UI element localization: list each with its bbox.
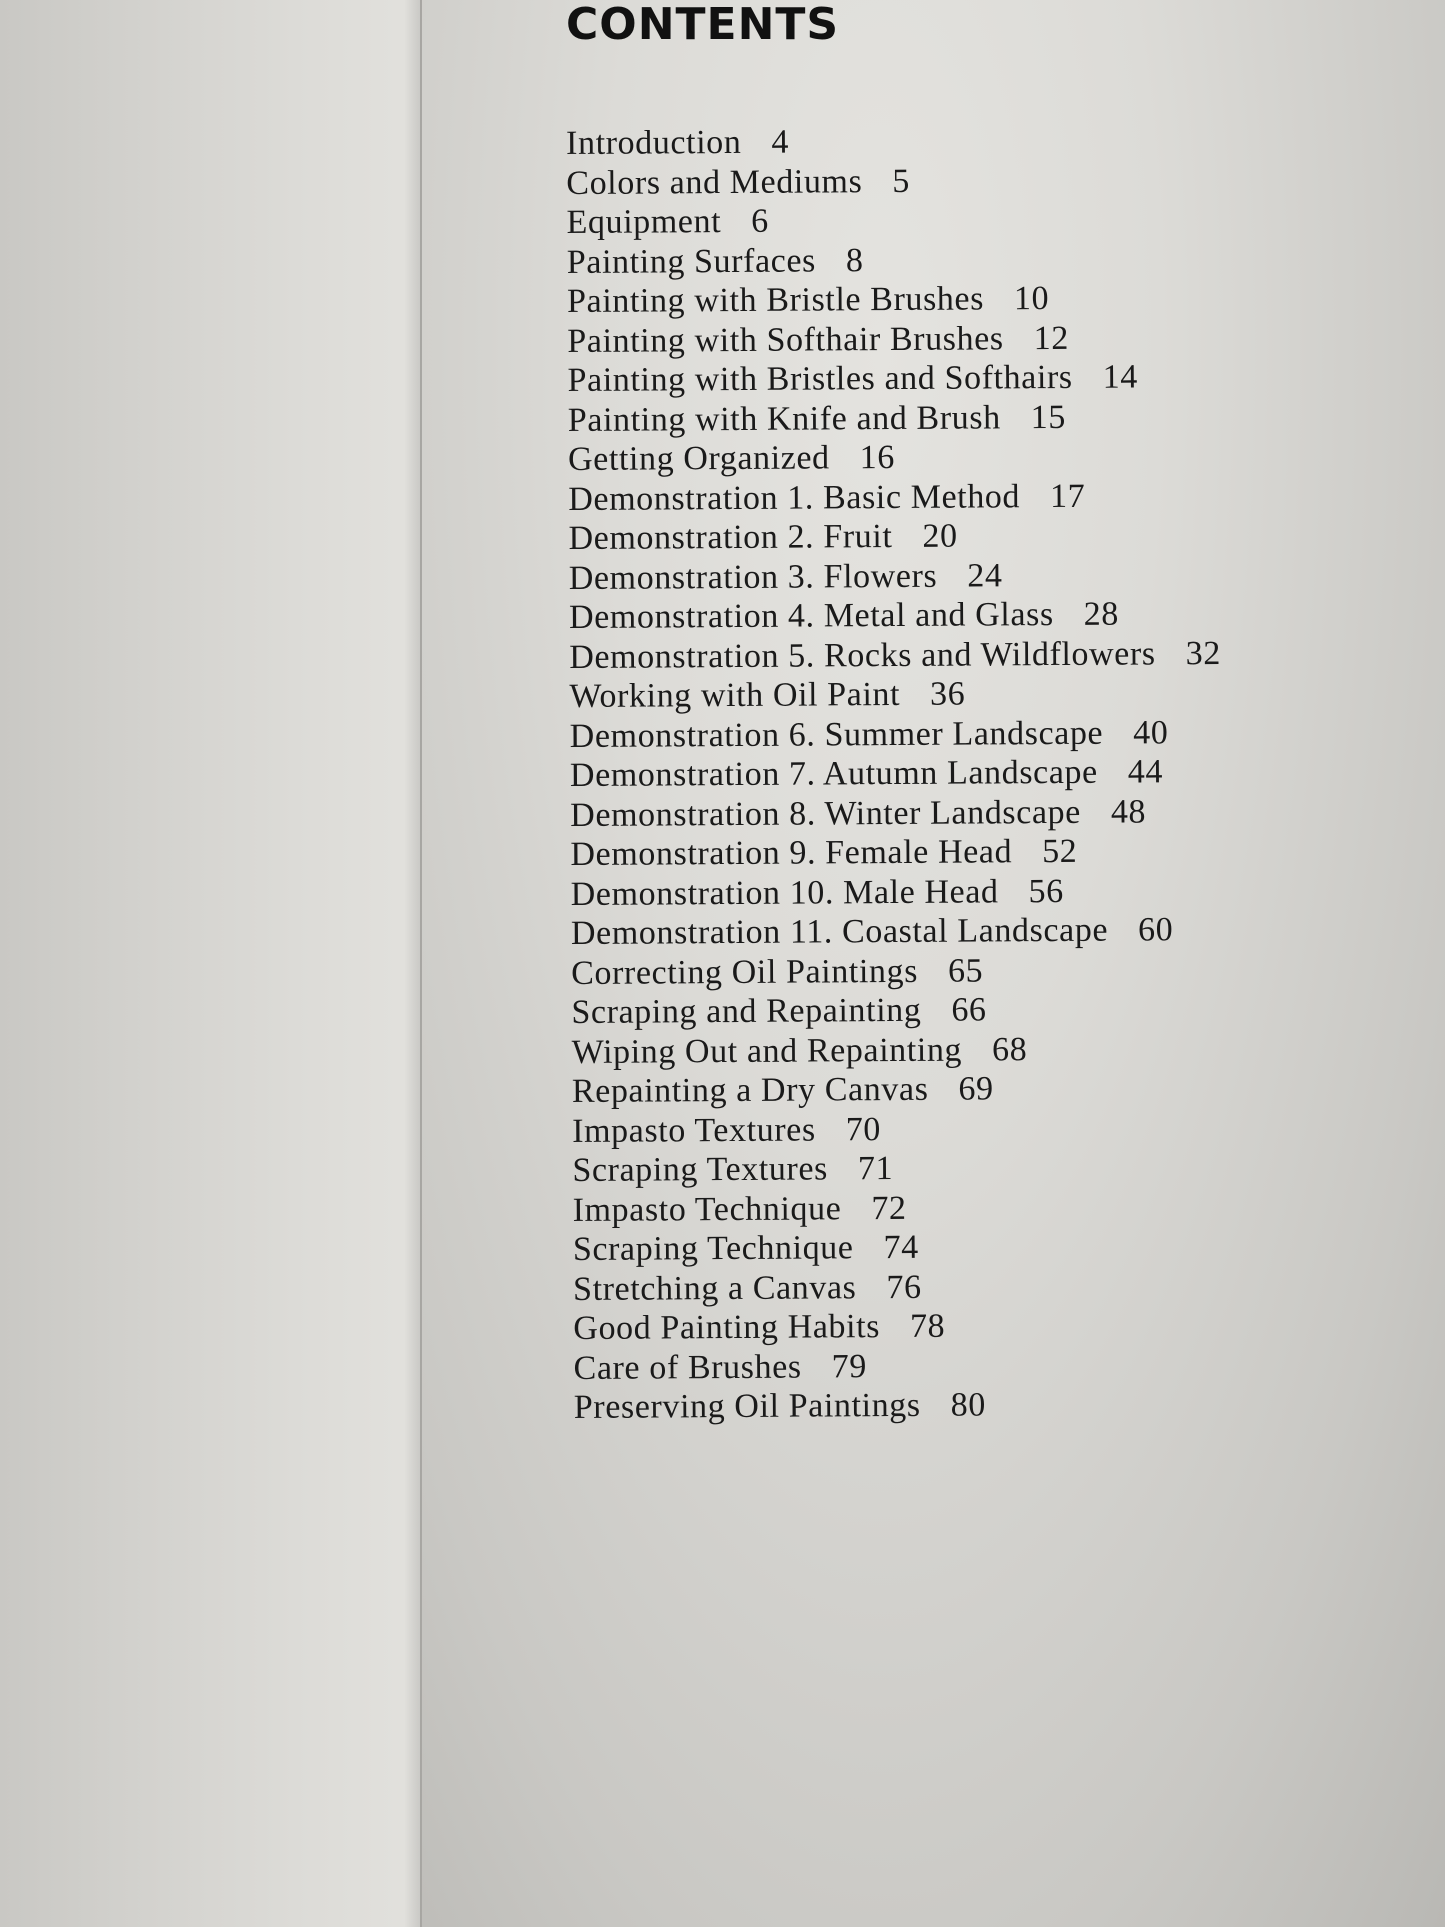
toc-entry-page-number: 44	[1127, 753, 1164, 791]
toc-entry	[566, 119, 1406, 164]
toc-entry-page-number: 10	[1013, 280, 1050, 318]
toc-entry-page-number: 40	[1133, 713, 1169, 752]
toc-entry-page-number: 32	[1185, 634, 1222, 672]
toc-entry-title: Demonstration 3. Flowers	[568, 557, 938, 597]
toc-entry	[568, 474, 1408, 519]
toc-entry	[570, 751, 1410, 796]
toc-entry	[567, 356, 1407, 401]
toc-entry-title: Wiping Out and Repainting	[571, 1031, 963, 1071]
toc-entry-page-number: 17	[1049, 477, 1086, 515]
toc-entry-title: Scraping Technique	[572, 1229, 854, 1268]
toc-entry	[569, 553, 1409, 598]
toc-entry-title: Demonstration 9. Female Head	[570, 833, 1013, 873]
table-of-contents	[566, 119, 1414, 1428]
toc-entry-title: Scraping Textures	[572, 1150, 829, 1189]
toc-entry-page-number: 71	[857, 1150, 894, 1188]
toc-entry-title: Scraping and Repainting	[571, 991, 922, 1031]
toc-entry-title: Demonstration 8. Winter Landscape	[570, 793, 1081, 834]
toc-entry-title: Demonstration 2. Fruit	[568, 518, 893, 557]
toc-entry	[566, 158, 1406, 203]
toc-entry-title: Correcting Oil Paintings	[571, 952, 919, 992]
toc-entry-title: Demonstration 6. Summer Landscape	[569, 714, 1104, 755]
toc-entry	[570, 790, 1410, 835]
toc-entry	[574, 1383, 1414, 1428]
toc-entry-page-number: 70	[845, 1110, 882, 1148]
toc-entry	[570, 711, 1410, 756]
toc-entry	[573, 1304, 1413, 1349]
toc-entry	[567, 316, 1407, 361]
toc-entry	[571, 909, 1411, 954]
toc-entry-title: Working with Oil Paint	[569, 675, 901, 715]
toc-entry-page-number: 24	[967, 556, 1003, 595]
toc-entry	[572, 1067, 1412, 1112]
toc-entry-page-number: 76	[886, 1268, 922, 1306]
toc-entry	[572, 1146, 1412, 1191]
toc-entry-page-number: 78	[909, 1307, 946, 1345]
toc-entry-page-number: 5	[892, 162, 911, 200]
toc-entry	[572, 1027, 1412, 1072]
toc-entry	[572, 1106, 1412, 1151]
toc-entry-page-number: 20	[922, 517, 958, 555]
toc-entry-page-number: 79	[831, 1347, 867, 1385]
toc-entry-page-number: 60	[1137, 911, 1174, 949]
toc-entry-title: Good Painting Habits	[573, 1308, 881, 1347]
toc-entry	[568, 514, 1408, 559]
toc-entry-title: Impasto Textures	[572, 1110, 816, 1150]
toc-entry-page-number: 28	[1083, 595, 1120, 633]
toc-entry-title: Introduction	[566, 123, 742, 162]
toc-entry-title: Demonstration 10. Male Head	[570, 872, 999, 913]
toc-entry-page-number: 36	[930, 675, 966, 713]
toc-entry-title: Care of Brushes	[573, 1348, 802, 1387]
toc-entry-title: Repainting a Dry Canvas	[571, 1070, 929, 1110]
toc-entry-page-number: 14	[1102, 358, 1139, 396]
toc-entry	[573, 1264, 1413, 1309]
toc-entry-title: Preserving Oil Paintings	[573, 1386, 921, 1426]
toc-entry	[568, 395, 1408, 440]
toc-entry-title: Equipment	[566, 203, 722, 241]
toc-entry-page-number: 65	[947, 951, 984, 990]
toc-entry-title: Painting Surfaces	[566, 241, 817, 281]
toc-entry-page-number: 56	[1028, 872, 1064, 910]
toc-entry	[569, 672, 1409, 717]
toc-entry-page-number: 16	[859, 438, 896, 477]
toc-entry	[567, 237, 1407, 282]
toc-entry-title: Painting with Knife and Brush	[567, 398, 1001, 439]
toc-entry	[566, 198, 1406, 243]
toc-entry	[569, 593, 1409, 638]
toc-entry-page-number: 4	[771, 123, 790, 161]
toc-entry-title: Painting with Bristle Brushes	[566, 280, 985, 320]
toc-entry	[571, 948, 1411, 993]
toc-entry-page-number: 48	[1110, 792, 1147, 831]
toc-entry	[567, 277, 1407, 322]
toc-entry	[571, 988, 1411, 1033]
toc-entry-page-number: 68	[991, 1030, 1028, 1068]
toc-entry	[569, 632, 1409, 677]
toc-entry-page-number: 52	[1042, 832, 1078, 871]
toc-entry-page-number: 74	[883, 1228, 919, 1267]
toc-entry-title: Demonstration 1. Basic Method	[568, 477, 1021, 518]
toc-entry-page-number: 6	[751, 202, 769, 240]
page-title: CONTENTS	[566, 0, 840, 50]
toc-entry	[568, 435, 1408, 480]
toc-entry-page-number: 72	[871, 1189, 907, 1227]
toc-entry-title: Demonstration 11. Coastal Landscape	[570, 911, 1109, 952]
toc-entry	[573, 1185, 1413, 1230]
toc-entry-title: Demonstration 7. Autumn Landscape	[569, 753, 1098, 794]
toc-entry-page-number: 8	[845, 241, 864, 279]
left-page	[0, 0, 420, 1927]
toc-entry-title: Painting with Bristles and Softhairs	[567, 358, 1073, 399]
toc-entry-page-number: 69	[958, 1070, 994, 1108]
toc-entry-title: Demonstration 5. Rocks and Wildflowers	[569, 634, 1156, 676]
toc-entry-page-number: 80	[950, 1386, 986, 1424]
toc-entry	[573, 1343, 1413, 1388]
toc-entry-page-number: 66	[951, 991, 987, 1029]
toc-entry-title: Getting Organized	[567, 439, 830, 478]
toc-entry	[573, 1225, 1413, 1270]
toc-entry	[570, 830, 1410, 875]
toc-entry-title: Impasto Technique	[572, 1189, 842, 1229]
toc-entry	[571, 869, 1411, 914]
toc-entry-title: Painting with Softhair Brushes	[567, 319, 1004, 360]
toc-entry-title: Demonstration 4. Metal and Glass	[568, 596, 1054, 636]
toc-entry-title: Colors and Mediums	[566, 162, 863, 202]
toc-entry-title: Stretching a Canvas	[573, 1268, 857, 1308]
toc-entry-page-number: 12	[1033, 319, 1070, 357]
toc-entry-page-number: 15	[1030, 398, 1067, 436]
